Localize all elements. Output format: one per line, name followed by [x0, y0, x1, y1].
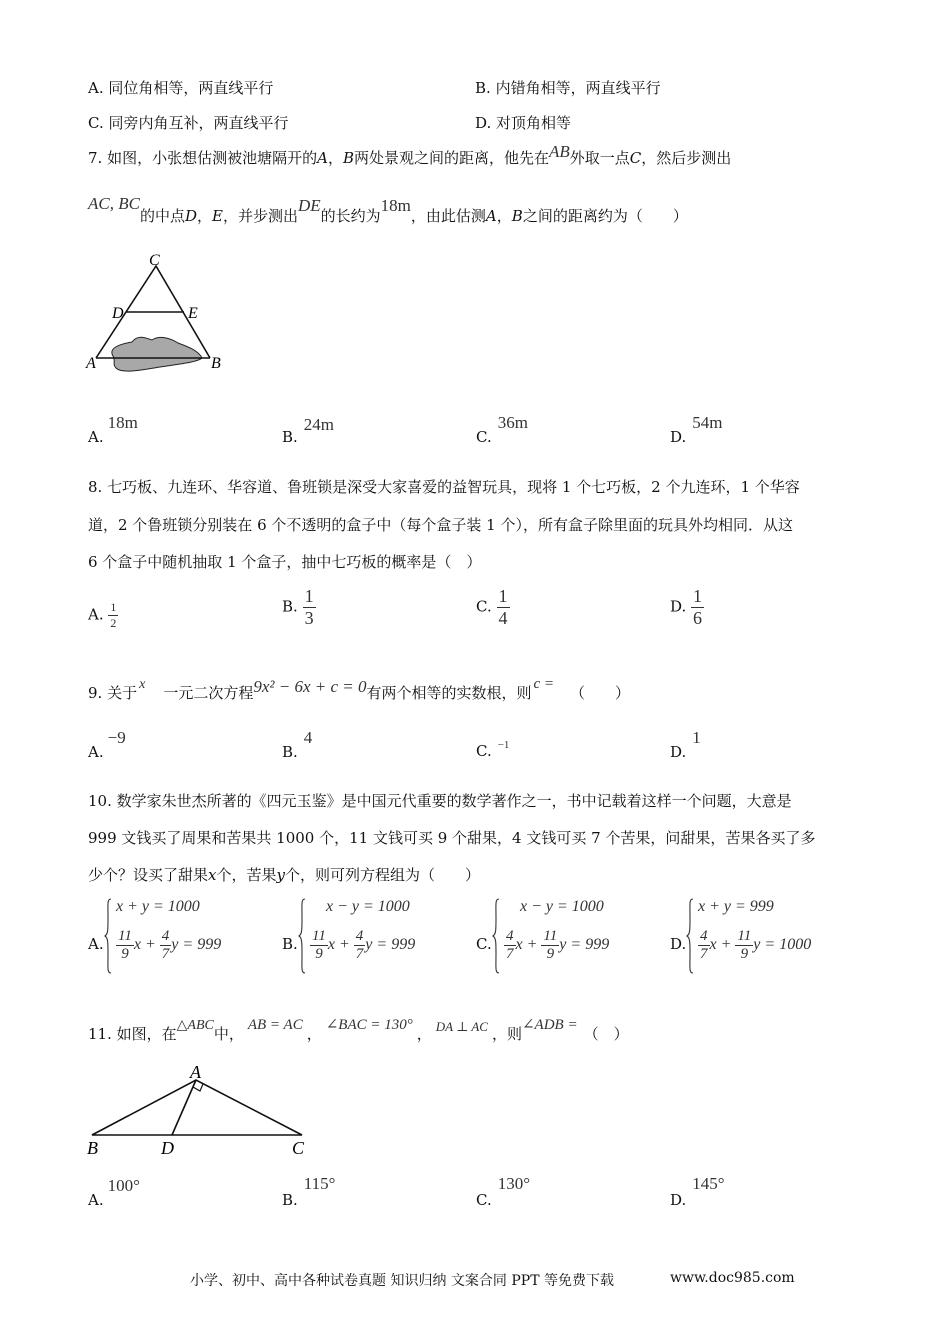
q11-option-b: B.115°	[282, 1174, 336, 1209]
label-a: A	[190, 1062, 201, 1082]
q10-option-c-system: x − y = 1000 $\frac{4}{7}$ x + $\frac{11}{9}$ y = 999	[492, 898, 642, 974]
q6-option-d: D. 对顶角相等	[475, 114, 572, 132]
q8-option-c: C. $\frac{1}{4}$	[476, 586, 508, 628]
q10-option-b-system: x − y = 1000 $\frac{11}{9}$ x + $\frac{4}{7}$ y = 999	[298, 898, 448, 974]
q7-stem-line2: AC, BC的中点D，E，并步测出DE的长约为18m，由此估测A，B之间的距离约为（ ）	[88, 194, 688, 225]
pond-shape	[112, 337, 202, 371]
q10-option-d-system: x + y = 999 $\frac{4}{7}$ x + $\frac{11}{9}$ y = 1000	[686, 898, 856, 974]
q10-option-b-letter: B.	[282, 935, 298, 953]
q9-stem: 9. 关于 x 一元二次方程9x² − 6x + c = 0有两个相等的实数根，则 c = （ ）	[88, 676, 631, 702]
q11-stem: 11. 如图，在△ABC中， AB = AC ， ∠BAC = 130° ， DA ⊥ AC ，则∠ADB = （ ）	[88, 1017, 629, 1043]
q10-stem-line1: 10. 数学家朱世杰所著的《四元玉鉴》是中国元代重要的数学著作之一，书中记载着这样一个问题，大意是	[88, 792, 792, 810]
brace-icon	[104, 898, 112, 974]
q7-option-c: C.36m	[476, 413, 528, 446]
q9-option-b: B.4	[282, 728, 313, 761]
q7-option-d: D.54m	[670, 413, 723, 446]
q7-option-b: B.24m	[282, 415, 335, 446]
q11-option-a: A.100°	[88, 1176, 140, 1209]
q8-stem-line3: 6 个盒子中随机抽取 1 个盒子，抽中七巧板的概率是（ ）	[88, 553, 482, 571]
q9-option-a: A.−9	[88, 728, 126, 761]
label-b: B	[87, 1138, 98, 1158]
footer-link[interactable]: www.doc985.com	[670, 1270, 795, 1286]
q6-option-a: A. 同位角相等，两直线平行	[88, 79, 274, 97]
q9-option-c: C. $^{-1}$	[476, 739, 510, 760]
q7-option-a: A.18m	[88, 413, 138, 446]
label-b: B	[211, 355, 221, 372]
label-d: D	[161, 1138, 174, 1158]
q8-option-d: D. $\frac{1}{6}$	[670, 586, 703, 628]
q10-option-a-letter: A.	[88, 935, 104, 953]
q7-stem-line1: 7. 如图，小张想估测被池塘隔开的A，B两处景观之间的距离，他先在AB外取一点C，然后步测出	[88, 142, 732, 167]
q10-option-a-system: x + y = 1000 $\frac{11}{9}$ x + $\frac{4}{7}$ y = 999	[104, 898, 254, 974]
label-c: C	[292, 1138, 305, 1158]
q6-option-c: C. 同旁内角互补，两直线平行	[88, 114, 289, 132]
q11-option-c: C.130°	[476, 1174, 531, 1209]
brace-icon	[298, 898, 306, 974]
brace-icon	[492, 898, 500, 974]
q8-stem-line1: 8. 七巧板、九连环、华容道、鲁班锁是深受大家喜爱的益智玩具，现将 1 个七巧板，2 个九连环，1 个华容	[88, 478, 800, 496]
label-c: C	[149, 252, 160, 269]
q9-option-d: D.1	[670, 728, 701, 761]
label-e: E	[188, 305, 198, 322]
q8-stem-line2: 道，2 个鲁班锁分别装在 6 个不透明的盒子中（每个盒子装 1 个），所有盒子除里面的玩具外均相同．从这	[88, 516, 793, 534]
triangle-abc	[92, 1080, 302, 1135]
label-a: A	[86, 355, 96, 372]
q10-stem-line3: 少个？设买了甜果x个，苦果y个，则可列方程组为（ ）	[88, 866, 480, 884]
label-d: D	[112, 305, 124, 322]
q7-triangle-figure	[80, 248, 240, 378]
footer-text: 小学、初中、高中各种试卷真题 知识归纳 文案合同 PPT 等免费下载	[190, 1273, 614, 1289]
q10-option-d-letter: D.	[670, 935, 687, 953]
q6-option-b: B. 内错角相等，两直线平行	[475, 79, 661, 97]
q8-option-b: B. $\frac{1}{3}$	[282, 586, 314, 628]
ad-segment	[172, 1080, 196, 1135]
q10-stem-line2: 999 文钱买了周果和苦果共 1000 个，11 文钱可买 9 个甜果，4 文钱可买 7 个苦果，问甜果，苦果各买了多	[88, 829, 816, 847]
q11-option-d: D.145°	[670, 1174, 725, 1209]
q8-option-a: A. $\frac{1}{2}$	[88, 600, 117, 630]
brace-icon	[686, 898, 694, 974]
q10-option-c-letter: C.	[476, 935, 492, 953]
q11-triangle-figure	[84, 1060, 324, 1160]
